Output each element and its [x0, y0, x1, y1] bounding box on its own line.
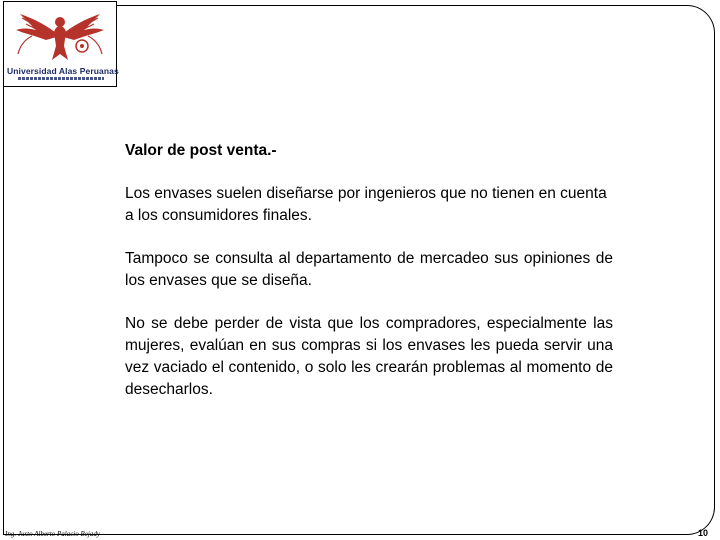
- logo-university-name: Universidad Alas Peruanas: [7, 66, 119, 76]
- slide-content: [125, 140, 613, 422]
- slide-title: Valor de post venta.-: [125, 142, 277, 159]
- slide-paragraph: No se debe perder de vista que los compradores, especialmente las mujeres, evalúan en sus compras si los envases les pueda servir una vez vaciado el contenido, o solo les crearán problemas al momento de desecharlos.: [125, 315, 613, 398]
- slide-frame-left-edge: [3, 86, 4, 535]
- logo-tagline-line: [18, 77, 104, 80]
- page-number: 10: [697, 528, 708, 538]
- university-logo: [3, 1, 117, 87]
- slide-paragraph: Los envases suelen diseñarse por ingenieros que no tienen en cuenta a los consumidores finales.: [125, 185, 607, 224]
- footer-author: Ing. Justo Alberto Palacio Bejady: [5, 530, 100, 538]
- slide-paragraph: Tampoco se consulta al departamento de mercadeo sus opiniones de los envases que se diseña.: [125, 250, 613, 289]
- condor-eagle-emblem-icon: [10, 6, 110, 64]
